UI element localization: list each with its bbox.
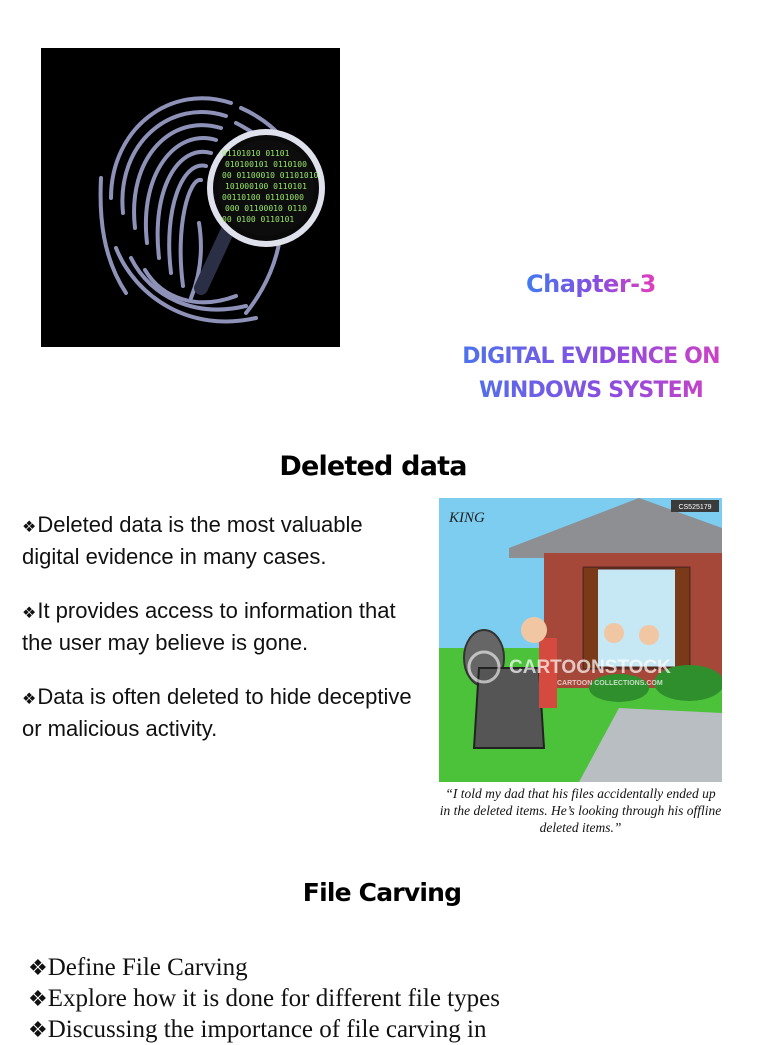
diamond-bullet-icon: ❖	[22, 519, 37, 536]
fingerprint-magnifier-image	[41, 48, 340, 347]
binary-text: 00 01100010 01101010	[222, 171, 319, 180]
binary-text: 00110100 01101000	[222, 193, 304, 202]
list-item	[28, 983, 768, 1014]
diamond-bullet-icon: ❖	[22, 605, 37, 622]
cartoon-watermark: CARTOONSTOCK	[509, 657, 671, 678]
list-item-text: Define File Carving	[47, 954, 248, 981]
file-carving-list	[28, 952, 768, 1045]
title-line-1: DIGITAL EVIDENCE ON	[430, 340, 752, 374]
diamond-bullet-icon: ❖	[28, 1017, 48, 1042]
binary-text: 010100101 0110100	[225, 160, 307, 169]
list-item	[22, 596, 417, 657]
list-item	[22, 682, 417, 743]
list-item-text: Discussing the importance of file carving in	[47, 1016, 487, 1043]
page-title	[430, 340, 752, 408]
diamond-bullet-icon: ❖	[28, 955, 48, 980]
chapter-label: Chapter-3	[526, 270, 656, 298]
bullet-text: Data is often deleted to hide deceptive or malicious activity.	[22, 684, 412, 741]
list-item	[28, 952, 768, 983]
cartoon-watermark-sub: CARTOON COLLECTIONS.COM	[557, 680, 663, 687]
bullet-text: Deleted data is the most valuable digital evidence in many cases.	[22, 512, 363, 569]
bullet-text: It provides access to information that the user may believe is gone.	[22, 598, 396, 655]
cartoon-signature: KING	[449, 510, 485, 526]
binary-text: 01101010 01101	[222, 149, 290, 158]
file-carving-heading: File Carving	[302, 878, 462, 907]
binary-text: 00 0100 0110101	[222, 215, 295, 224]
deleted-data-bullets	[22, 510, 417, 768]
magnifier-handle	[201, 223, 231, 288]
cartoon-illustration	[439, 498, 722, 782]
diamond-bullet-icon: ❖	[22, 691, 37, 708]
binary-text: 000 01100010 0110	[225, 204, 307, 213]
stock-id: CS525179	[678, 504, 712, 511]
list-item-text: Explore how it is done for different file types	[47, 985, 500, 1012]
cartoon-caption: “I told my dad that his files accidentally ended up in the deleted items. He’s looking through his offline deleted items.”	[439, 786, 722, 835]
deleted-data-heading: Deleted data	[279, 451, 467, 482]
diamond-bullet-icon: ❖	[28, 986, 48, 1011]
binary-text: 101000100 0110101	[225, 182, 307, 191]
list-item	[22, 510, 417, 571]
fingerprint-magnifier-icon	[41, 48, 340, 347]
list-item	[28, 1014, 768, 1045]
title-line-2: WINDOWS SYSTEM	[430, 374, 752, 408]
